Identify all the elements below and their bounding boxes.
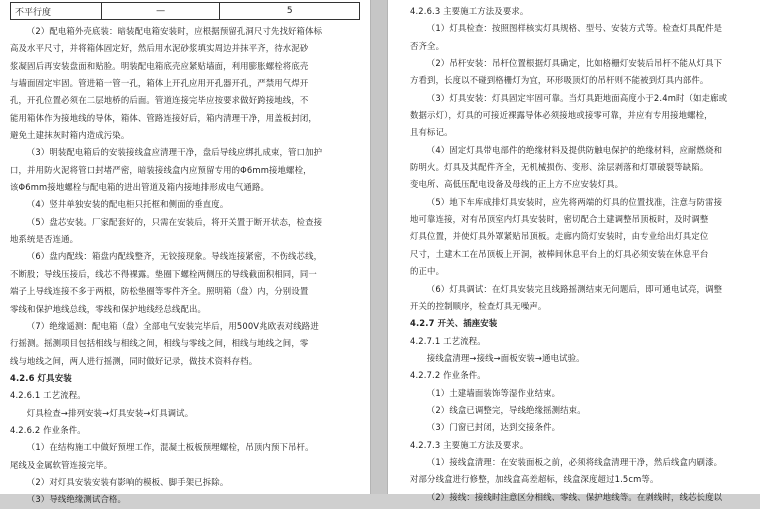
paragraph-line: （4）竖井单独安装的配电柜只托框和侧面的垂直度。 [26,199,229,210]
paragraph-line: （4）固定灯具带电部件的绝缘材料及提供防触电保护的绝缘材料，应耐燃烧和 [426,144,723,155]
paragraph-line: （1）在结构施工中做好预埋工作，混凝土板板预埋螺栓，吊顶内预下吊杆。 [26,442,314,453]
paragraph-line: 数据示灯），灯具的可接近裸露导体必须接地或接零可靠，并应有专用接地螺栓， [410,110,713,121]
paragraph-line: （6）盘内配线：箱盘内配线整齐，无铰接现象。导线连接紧密，不伤线芯线， [26,251,323,262]
paragraph-line: 线与地线之间，两人进行摇测，同时做好记录，做技术资料存档。 [10,355,258,366]
subsection-heading: 4.2.6.1 工艺流程。 [10,390,86,401]
right-page-body [410,3,750,506]
paragraph-line: 否齐全。 [410,40,445,51]
subsection-heading: 4.2.7.1 工艺流程。 [410,335,486,346]
paragraph-line: （2）对灯具安装安装有影响的模板、脚手架已拆除。 [26,476,229,487]
table-cell: 5 [220,3,360,20]
paragraph-line: 不断股；导线压接后，线芯不得裸露。垫圈下螺栓两侧压的导线截面积相同，同一 [10,268,317,279]
tolerance-table [10,2,360,20]
paragraph-line: （3）门窗已封闭，达到交接条件。 [426,422,561,433]
paragraph-line: 与墙面固定牢固。管进箱一管一孔，箱体上开孔应用开孔器开孔，严禁用气焊开 [10,78,309,89]
subsection-heading: 4.2.6.2 作业条件。 [10,424,86,435]
paragraph-line: （3）导线绝缘测试合格。 [26,494,127,505]
subsection-heading: 4.2.7.2 作业条件。 [410,370,486,381]
paragraph-line: （7）绝缘遥测：配电箱（盘）全部电气安装完毕后，用500V兆欧表对线路进 [26,320,319,331]
process-flow-line: 接线盒清理→接线→面板安装→通电试验。 [426,352,585,363]
paragraph-line: （5）地下车库成排灯具安装时，应先将两端的灯具的位置找准，注意与防雷接 [426,196,723,207]
paragraph-line: 变电所、高低压配电设备及母线的正上方不应安装灯具。 [410,179,624,190]
paragraph-line: 地可靠连接，对有吊顶室内灯具安装时，密切配合土建调整吊顶板时，及时调整 [410,214,709,225]
paragraph-line: 端子上导线连接不多于两根，防松垫圈等零件齐全。照明箱（盘）内，分别设置 [10,286,309,297]
paragraph-line: 零线和保护地线总线，零线和保护地线经总线配出。 [10,303,207,314]
subsection-heading: 4.2.6.3 主要施工方法及要求。 [410,6,529,16]
paragraph-line: 浆凝固后再安装盘面和贴脸。明装配电箱底壳应紧贴墙面，利用膨胀螺栓将底壳 [10,60,309,71]
table-cell: 不平行度 [11,3,102,20]
paragraph-line: （2）接线：接线时注意区分相线、零线、保护地线等。在剥线时，线芯长度以 [426,491,723,502]
paragraph-line: （1）接线盒清理：在安装面板之前，必须将线盒清理干净，然后线盒内刷漆。 [426,456,723,467]
section-heading: 4.2.6 灯具安装 [10,372,72,383]
paragraph-line: 行摇测。摇测项目包括相线与相线之间，相线与零线之间，相线与地线之间，零 [10,338,309,349]
paragraph-line: 尺寸，土建木工在吊顶板上开洞，被棒间休息平台上的灯具必须安装在休息平台 [410,248,709,259]
table-cell: — [101,3,220,20]
paragraph-line: （2）线盒已调整完，导线绝缘摇测结束。 [426,404,586,415]
paragraph-line: （1）灯具检查：按照图样核实灯具规格、型号、安装方式等。检查灯具配件是 [426,23,723,34]
paragraph-line: （2）配电箱外壳底装：暗装配电箱安装时，应根据预留孔洞尺寸先找好箱体标 [26,26,323,36]
paragraph-line: 能用箱体作为接地线的导体，箱体、管路连接好后，箱内清理干净，用盖板封闭， [10,112,317,123]
paragraph-line: 对部分线盒进行修整，加线盒高差超标，线盒深度超过1.5cm等。 [410,474,659,485]
right-document-page [388,0,760,502]
paragraph-line: （5）盘芯安装。厂家配套好的，只需在安装后，将开关置于断开状态，检查接 [26,216,323,227]
paragraph-line: （3）明装配电箱后的安装接线盒应清理干净，盘后导线应绑扎成束，管口加护 [26,147,323,158]
paragraph-line: 高及水平尺寸，并将箱体固定好，然后用水泥砂浆填实周边并抹平齐，待水泥砂 [10,43,309,54]
paragraph-line: 防明火。灯具及其配件齐全，无机械损伤、变形、涂层剥落和灯罩破裂等缺陷。 [410,162,709,173]
paragraph-line: 灯具位置，并使灯具外罩紧贴吊顶板。走廊内筒灯安装时，由专业给出灯具定位 [410,231,709,242]
paragraph-line: 地系统是否连通。 [10,234,79,245]
paragraph-line: 开关的控制顺序，检查灯具无噪声。 [410,300,547,311]
paragraph-line: 口，并用防火泥将管口封堵严密，暗装接线盒内应预留专用的Φ6mm接地螺栓， [10,164,312,175]
table-row [11,3,360,20]
paragraph-line: 且有标记。 [410,127,453,138]
page-gap-divider [370,0,388,494]
paragraph-line: （1）土建墙面装饰等湿作业结束。 [426,387,561,398]
paragraph-line: （3）灯具安装：灯具固定牢固可靠。当灯具距地面高度小于2.4m时（如走廊或 [426,92,728,103]
paragraph-line: 避免土建抹灰时箱内造成污染。 [10,130,130,141]
section-heading: 4.2.7 开关、插座安装 [410,318,498,329]
paragraph-line: 尾线及金属软管连接完毕。 [10,459,113,470]
subsection-heading: 4.2.7.3 主要施工方法及要求。 [410,439,529,450]
left-page-body [10,23,360,509]
paragraph-line: 的正中。 [410,266,445,277]
left-document-page [0,0,370,505]
paragraph-line: （2）吊杆安装：吊杆位置根据灯具确定，比如格栅灯安装后吊杆不能从灯具下 [426,58,723,69]
paragraph-line: 该Φ6mm接地螺栓与配电箱的进出管道及箱内接地排形成电气通路。 [10,182,270,193]
paragraph-line: （6）灯具调试：在灯具安装完且线路摇测结束无问题后，即可通电试亮，调整 [426,283,723,294]
process-flow-line: 灯具检查→排列安装→灯具安装→灯具调试。 [26,407,194,418]
paragraph-line: 孔，开孔位置必须在二层地桥的后面。管道连接完毕应按要求做好跨接地线，不 [10,95,309,106]
paragraph-line: 方看到，长度以不碰到格栅灯为宜，环形吸顶灯的吊杆则不能被到灯具内部件。 [410,75,709,86]
